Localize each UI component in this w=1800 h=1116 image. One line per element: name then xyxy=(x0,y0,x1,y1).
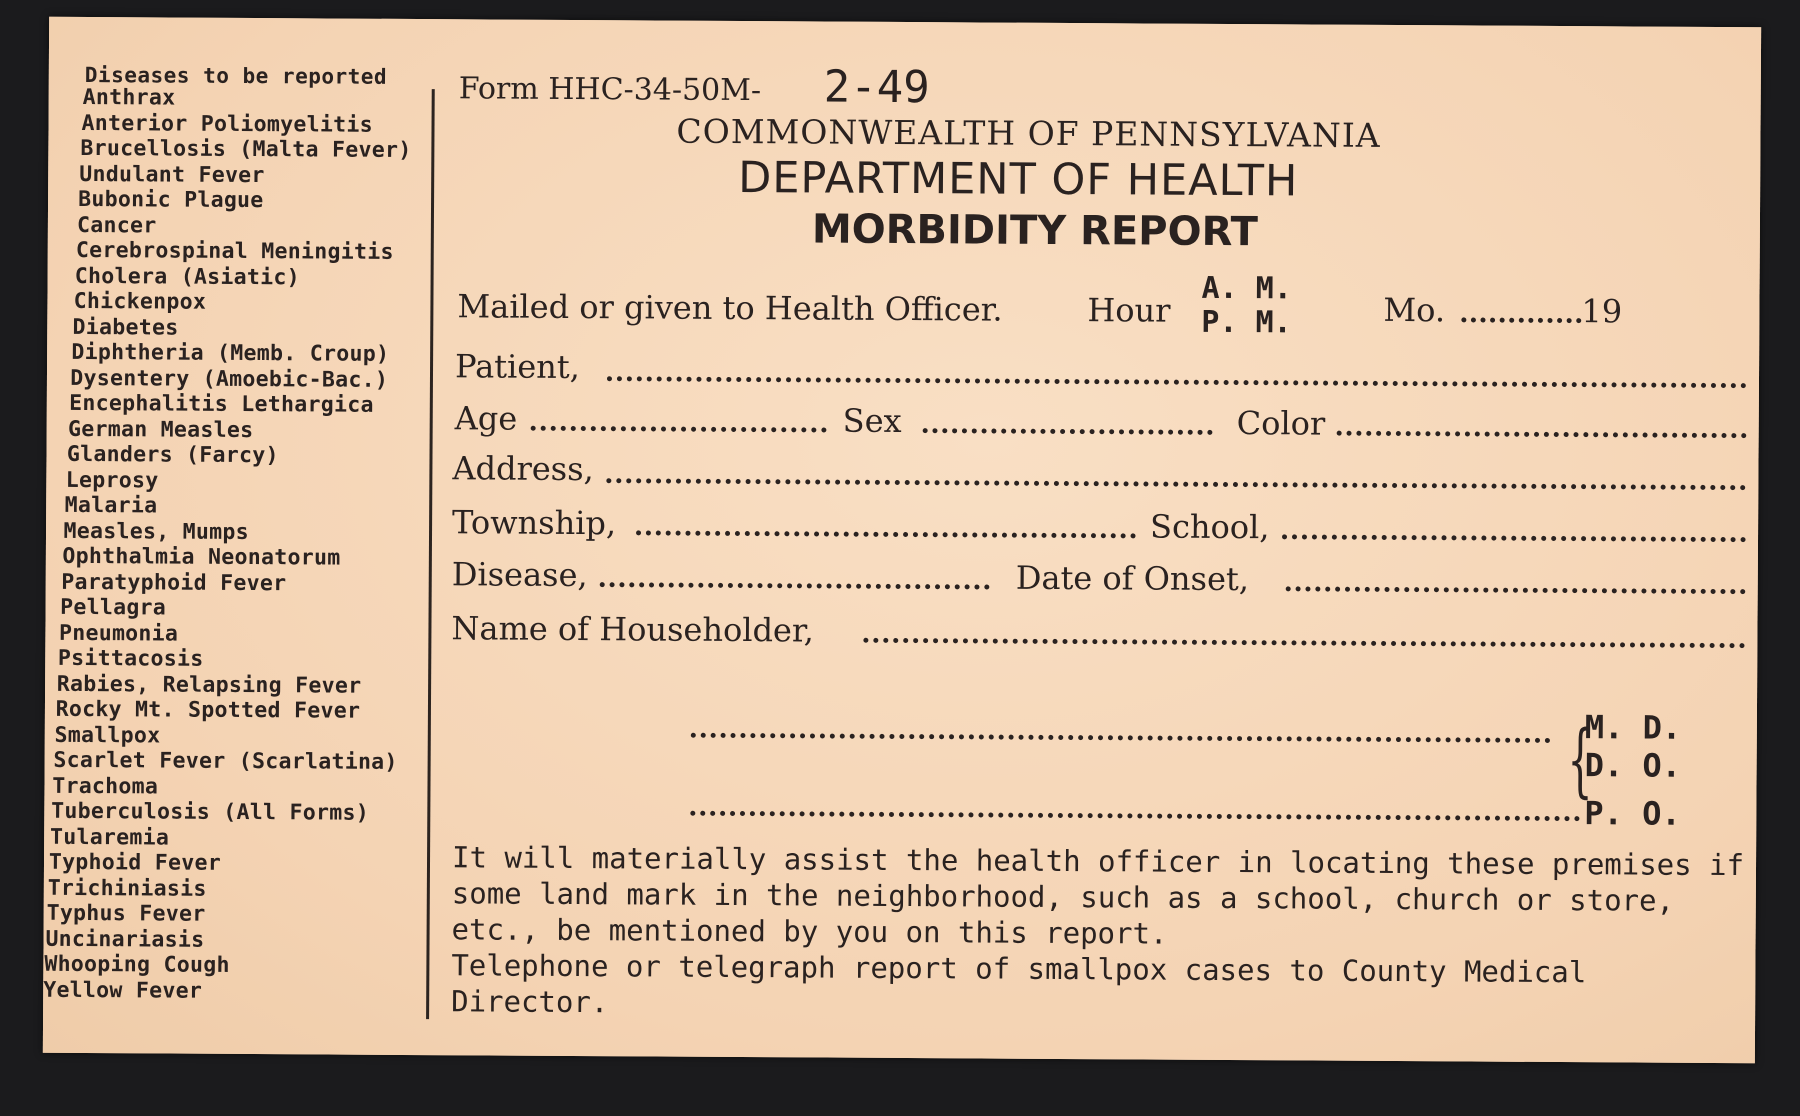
householder-field[interactable] xyxy=(863,638,1745,648)
report-title: MORBIDITY REPORT xyxy=(811,206,1259,256)
disease-item: Psittacosis xyxy=(57,645,204,672)
disease-item: Measles, Mumps xyxy=(63,518,250,545)
disease-item: Glanders (Farcy) xyxy=(66,441,279,469)
sex-label: Sex xyxy=(842,401,902,440)
hour-label: Hour xyxy=(1087,291,1171,330)
disease-item: Typhus Fever xyxy=(46,900,206,927)
disease-item: Cholera (Asiatic) xyxy=(74,263,301,290)
month-label: Mo. xyxy=(1383,290,1446,330)
disease-item: Malaria xyxy=(64,492,158,519)
morbidity-report-card xyxy=(43,17,1761,1063)
patient-field[interactable] xyxy=(607,376,1747,388)
onset-label: Date of Onset, xyxy=(1015,558,1250,599)
township-field[interactable] xyxy=(636,530,1136,538)
disease-item: Trichiniasis xyxy=(47,875,207,902)
md-label: M. D. xyxy=(1584,708,1682,747)
disease-item: Pneumonia xyxy=(58,620,179,647)
disease-item: Brucellosis (Malta Fever) xyxy=(80,135,412,163)
telephone-note: Telephone or telegraph report of smallpox cases to County Medical Director. xyxy=(451,948,1587,1020)
form-date: 2-49 xyxy=(823,61,930,114)
column-divider xyxy=(426,89,435,1019)
disease-item: Paratyphoid Fever xyxy=(61,569,287,596)
color-label: Color xyxy=(1236,404,1326,443)
month-field[interactable] xyxy=(1461,317,1581,323)
onset-field[interactable] xyxy=(1286,586,1746,594)
age-field[interactable] xyxy=(531,426,827,433)
sex-field[interactable] xyxy=(923,428,1213,435)
disease-item: Undulant Fever xyxy=(79,161,265,188)
disease-label: Disease, xyxy=(451,555,588,595)
patient-label: Patient, xyxy=(454,347,581,387)
disease-item: Bubonic Plague xyxy=(78,186,264,214)
disease-item: Pellagra xyxy=(60,594,167,621)
landmark-note: It will materially assist the health officer in locating these premises if some land mark in the neighborhood, such as a school, church or store, etc., be mentioned by you on this report. xyxy=(451,840,1745,951)
mailed-label: Mailed or given to Health Officer. xyxy=(457,287,1003,329)
disease-item: Anthrax xyxy=(82,84,176,111)
disease-item: Rabies, Relapsing Fever xyxy=(56,671,362,699)
disease-item: Yellow Fever xyxy=(43,977,203,1004)
disease-item: Leprosy xyxy=(65,467,159,493)
year-prefix: 19 xyxy=(1581,292,1623,331)
disease-item: Diphtheria (Memb. Croup) xyxy=(71,339,390,367)
disease-item: Whooping Cough xyxy=(44,951,230,978)
form-number: Form HHC-34-50M- xyxy=(458,71,762,109)
degree-brace: { xyxy=(1567,713,1594,807)
disease-item: Cancer xyxy=(76,212,157,238)
commonwealth-heading: COMMONWEALTH OF PENNSYLVANIA xyxy=(676,111,1381,155)
disease-item: Ophthalmia Neonatorum xyxy=(62,543,341,571)
am-pm-selector xyxy=(1201,272,1292,341)
disease-item: Uncinariasis xyxy=(45,926,205,953)
householder-label: Name of Householder, xyxy=(451,609,814,650)
disease-field[interactable] xyxy=(600,582,990,589)
instructions-note xyxy=(451,839,1752,1027)
township-label: Township, xyxy=(451,503,617,543)
disease-item: Typhoid Fever xyxy=(48,849,222,876)
disease-item: Diabetes xyxy=(72,314,179,341)
diseases-header: Diseases to be reported xyxy=(84,62,388,89)
post-office-field[interactable] xyxy=(690,811,1580,821)
address-field[interactable] xyxy=(606,478,1746,490)
reportable-diseases-panel xyxy=(43,62,429,1004)
school-label: School, xyxy=(1149,507,1270,547)
disease-item: Rocky Mt. Spotted Fever xyxy=(55,696,361,724)
department-heading: DEPARTMENT OF HEALTH xyxy=(738,152,1299,207)
disease-item: Smallpox xyxy=(54,722,161,748)
color-field[interactable] xyxy=(1337,431,1747,439)
disease-item: Trachoma xyxy=(52,773,159,799)
po-label: P. O. xyxy=(1584,794,1681,833)
disease-item: Tuberculosis (All Forms) xyxy=(51,798,370,826)
disease-item: Cerebrospinal Meningitis xyxy=(75,237,394,265)
do-label: D. O. xyxy=(1584,746,1682,785)
pm-label: P. M. xyxy=(1201,304,1292,341)
disease-item: Scarlet Fever (Scarlatina) xyxy=(53,747,398,775)
disease-item: Anterior Poliomyelitis xyxy=(81,110,373,138)
disease-item: Dysentery (Amoebic-Bac.) xyxy=(70,365,389,393)
age-label: Age xyxy=(454,399,518,438)
address-label: Address, xyxy=(452,449,594,489)
school-field[interactable] xyxy=(1282,534,1746,542)
disease-item: Encephalitis Lethargica xyxy=(69,390,374,418)
disease-item: German Measles xyxy=(67,416,254,443)
disease-item: Tularemia xyxy=(49,824,170,851)
physician-signature-field[interactable] xyxy=(691,733,1551,743)
am-label: A. M. xyxy=(1201,270,1292,307)
disease-item: Chickenpox xyxy=(73,288,207,315)
